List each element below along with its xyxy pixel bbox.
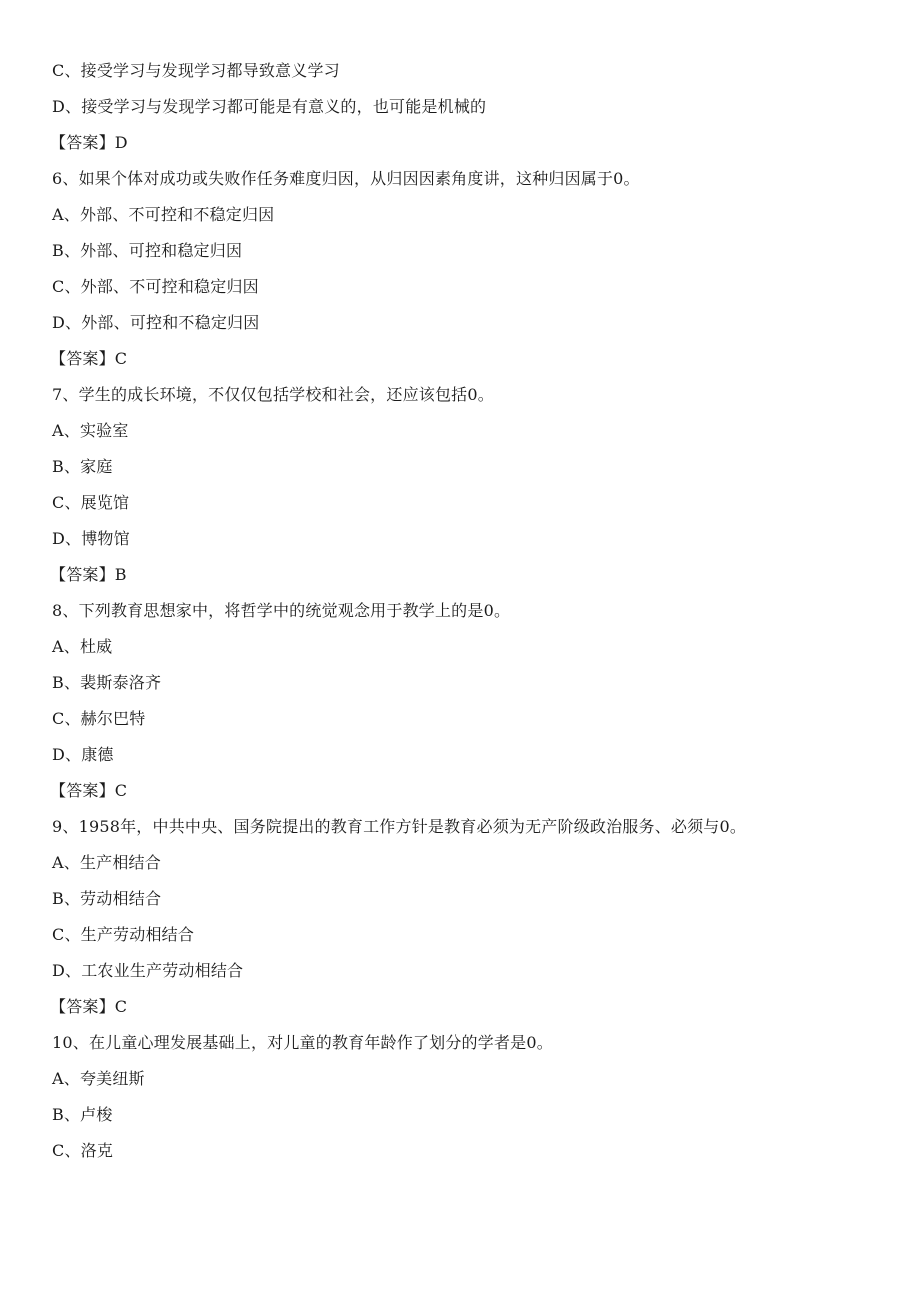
option-line: D、外部、可控和不稳定归因 bbox=[52, 313, 260, 332]
option-line: D、康德 bbox=[52, 745, 114, 764]
question-line: 9、1958年，中共中央、国务院提出的教育工作方针是教育必须为无产阶级政治服务、必须与0。 bbox=[52, 817, 747, 836]
option-line: B、卢梭 bbox=[52, 1105, 113, 1124]
option-line: B、裴斯泰洛齐 bbox=[52, 673, 162, 692]
answer-line: 【答案】C bbox=[50, 781, 128, 800]
option-line: B、劳动相结合 bbox=[52, 889, 162, 908]
option-line: D、博物馆 bbox=[52, 529, 130, 548]
answer-line: 【答案】D bbox=[50, 133, 128, 152]
question-line: 7、学生的成长环境，不仅仅包括学校和社会，还应该包括0。 bbox=[52, 385, 494, 404]
answer-line: 【答案】C bbox=[50, 997, 128, 1016]
answer-line: 【答案】C bbox=[50, 349, 128, 368]
question-line: 8、下列教育思想家中，将哲学中的统觉观念用于教学上的是0。 bbox=[52, 601, 511, 620]
option-line: A、外部、不可控和不稳定归因 bbox=[52, 205, 275, 224]
option-line: C、外部、不可控和稳定归因 bbox=[52, 277, 259, 296]
option-line: B、家庭 bbox=[52, 457, 113, 476]
option-line: A、生产相结合 bbox=[52, 853, 161, 872]
option-line: C、生产劳动相结合 bbox=[52, 925, 195, 944]
option-line: C、接受学习与发现学习都导致意义学习 bbox=[52, 61, 340, 80]
option-line: A、实验室 bbox=[52, 421, 129, 440]
answer-line: 【答案】B bbox=[50, 565, 127, 584]
option-line: A、杜威 bbox=[52, 637, 113, 656]
option-line: D、工农业生产劳动相结合 bbox=[52, 961, 244, 980]
question-line: 10、在儿童心理发展基础上，对儿童的教育年龄作了划分的学者是0。 bbox=[52, 1033, 553, 1052]
option-line: C、赫尔巴特 bbox=[52, 709, 146, 728]
option-line: C、洛克 bbox=[52, 1141, 114, 1160]
option-line: A、夸美纽斯 bbox=[52, 1069, 145, 1088]
option-line: B、外部、可控和稳定归因 bbox=[52, 241, 243, 260]
option-line: C、展览馆 bbox=[52, 493, 130, 512]
question-line: 6、如果个体对成功或失败作任务难度归因，从归因因素角度讲，这种归因属于0。 bbox=[52, 169, 640, 188]
option-line: D、接受学习与发现学习都可能是有意义的，也可能是机械的 bbox=[52, 97, 487, 116]
